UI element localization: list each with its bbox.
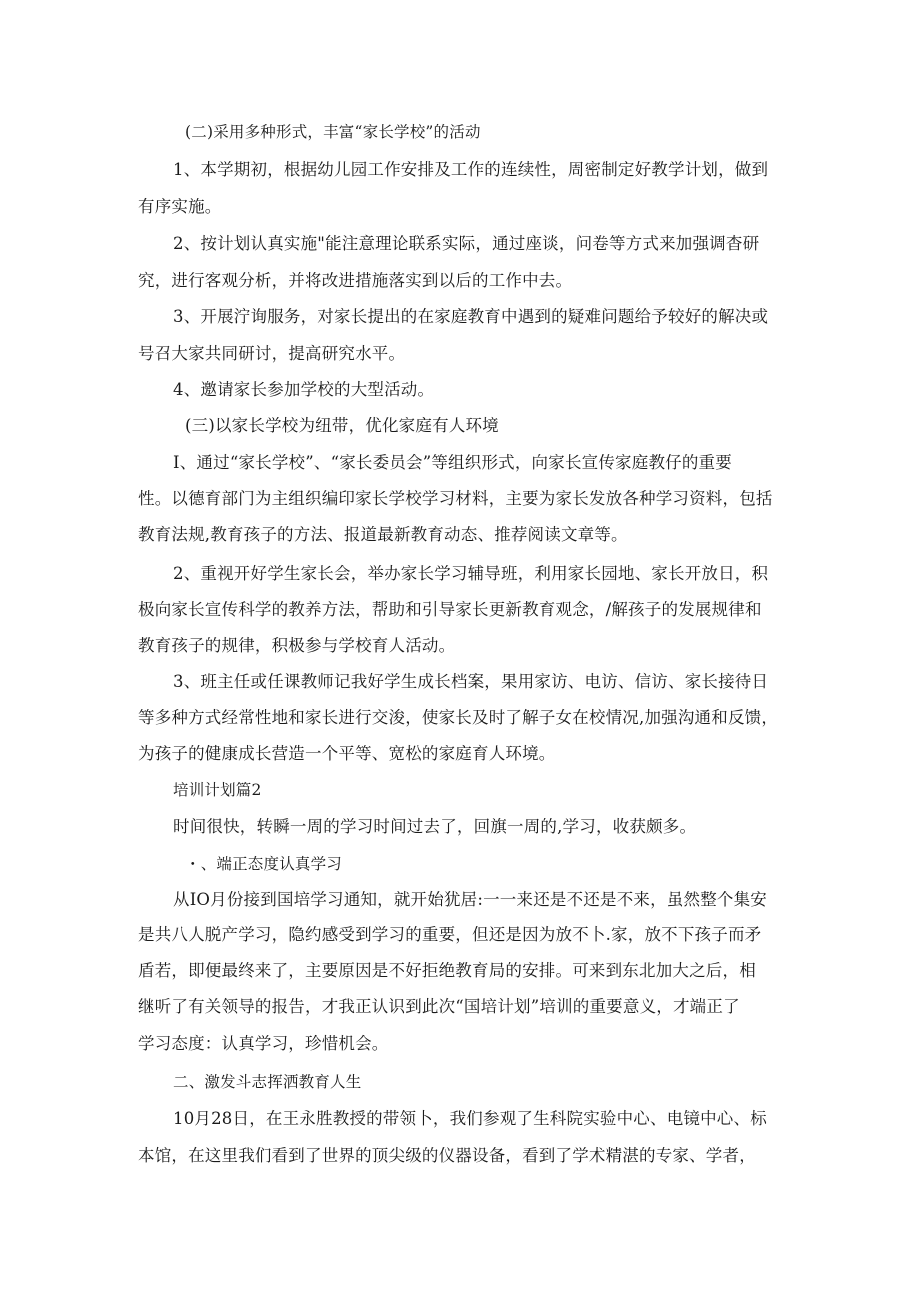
paragraph-line: 性。以德育部门为主组织编印家长学校学习材料，主要为家长发放各种学习资料，包括 [138, 489, 773, 508]
paragraph-line: 学习态度：认真学习，珍惜机会。 [138, 1034, 389, 1053]
paragraph-line: 3、班主任或任课教师记我好学生成长档案，果用家访、电访、信访、家长接待日 [173, 672, 769, 691]
paragraph-line: I、通过“家长学校”、“家长委员会”等组织形式，向家长宣传家庭教仔的重要 [173, 453, 732, 472]
section-heading-2: (二)采用多种形式，丰富“家长学校”的活动 [185, 123, 481, 141]
paragraph-line: 1、本学期初，根据幼儿园工作安排及工作的连续性，周密制定好教学计划，做到 [173, 160, 769, 179]
article-title: 培训计划篇2 [173, 781, 262, 799]
paragraph-line: 盾若，即便最终来了，主要原因是不好拒绝教育局的安排。可来到东北加大之后，相 [138, 961, 756, 980]
paragraph-line: 有序实施。 [138, 197, 222, 216]
paragraph-line: 等多种方式经常性地和家长进行交浚，使家长及时了解子女在校情况,加强沟通和反馈， [138, 708, 779, 727]
paragraph-line: 教育孩子的规律，积极参与学校育人活动。 [138, 636, 456, 655]
paragraph-line: 教育法规,教育孩子的方法、报道最新教育动态、推荐阅读文章等。 [138, 525, 628, 544]
paragraph-line: 3、开展泞询服务，对家长提出的在家庭教育中遇到的疑难问题给予较好的解决或 [173, 307, 769, 326]
paragraph-line: 究，进行客观分析，并将改进措施落实到以后的工作中去。 [138, 271, 573, 290]
paragraph-line: 10月28日，在王永胜教授的带领卜，我们参观了生科院实验中心、电镜中心、标 [173, 1109, 767, 1128]
paragraph-line: 从IO月份接到国培学习通知，就开始犹居:一一来还是不还是不来，虽然整个集安 [173, 890, 768, 909]
section-heading: 二、激发斗志挥洒教育人生 [173, 1073, 362, 1091]
paragraph-line: 号召大家共同研讨，提高研究水平。 [138, 344, 406, 363]
paragraph-line: 极向家长宣传科学的教养方法，帮助和引导家长更新教育观念，/解孩子的发展规律和 [138, 600, 762, 619]
paragraph-line: 继听了有关领导的报告，才我正认识到此次“国培计划”培训的重要意义，才端正了 [138, 997, 740, 1016]
paragraph-line: 2、按计划认真实施"能注意理论联系实际，通过座谈，问卷等方式来加强调杳研 [173, 234, 760, 253]
paragraph-line: 时间很快，转瞬一周的学习时间过去了，回旗一周的,学习，收获颇多。 [173, 817, 697, 836]
section-heading: ・、端正态度认真学习 [185, 855, 343, 873]
paragraph-line: 是共八人脱产学习，隐约感受到学习的重要，但还是因为放不卜.家，放不下孩子而矛 [138, 925, 762, 944]
paragraph-line: 2、重视开好学生家长会，举办家长学习辅导班，利用家长园地、家长开放日，积 [173, 564, 769, 583]
paragraph-line: 本馆，在这里我们看到了世界的顶尖级的仪器设备，看到了学术精湛的专家、学者， [138, 1146, 756, 1165]
paragraph-line: 4、邀请家长参加学校的大型活动。 [173, 380, 435, 399]
section-heading-3: (三)以家长学校为纽带，优化家庭有人环境 [185, 416, 499, 435]
paragraph-line: 为孩子的健康成长营造一个平等、宽松的家庭育人环境。 [138, 744, 556, 763]
